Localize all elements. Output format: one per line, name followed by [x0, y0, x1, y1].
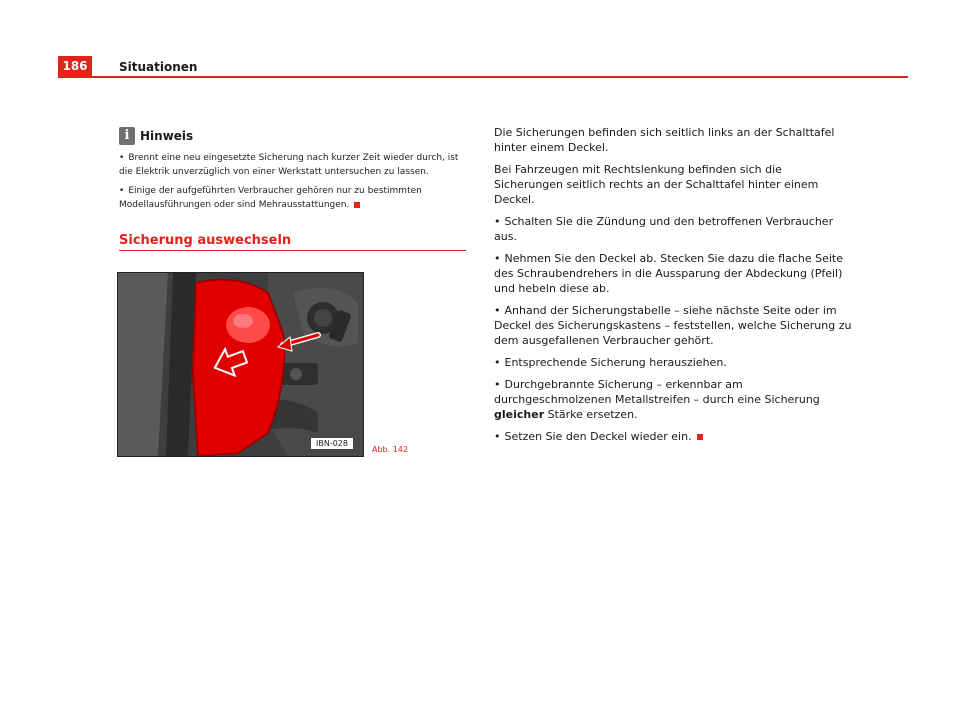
note-box [119, 125, 469, 212]
note-header [119, 125, 469, 147]
bullet: • [494, 252, 501, 265]
step-item [494, 377, 854, 422]
end-of-section-mark [697, 434, 703, 440]
step-text-emphasis: gleicher [494, 408, 545, 421]
bullet: • [494, 215, 501, 228]
header-rule [58, 76, 908, 78]
info-icon [119, 127, 135, 145]
step-text: Schalten Sie die Zündung und den betroffenen Verbraucher aus. [494, 215, 834, 243]
bullet: • [494, 304, 501, 317]
section-heading: Sicherung auswechseln [119, 233, 292, 248]
step-text: Durchgebrannte Sicherung – erkennbar am durchgeschmolzenen Metallstreifen – durch eine Sicherung [494, 378, 820, 406]
figure-fuse-cover [117, 272, 364, 457]
bullet: • [119, 153, 125, 163]
bullet: • [494, 356, 501, 369]
section-title: Situationen [119, 60, 198, 74]
figure-illustration [118, 273, 363, 456]
step-item [494, 303, 854, 348]
step-text: Setzen Sie den Deckel wieder ein. [504, 430, 692, 443]
step-item [494, 251, 854, 296]
step-item [494, 214, 854, 244]
section-heading-rule [119, 250, 466, 251]
note-item-text: Einige der aufgeführten Verbraucher gehören nur zu bestimmten Modellausführungen oder sind Mehrausstattungen. [119, 186, 422, 210]
step-text: Nehmen Sie den Deckel ab. Stecken Sie dazu die flache Seite des Schraubendrehers in die Aussparung der Abdeckung (Pfeil) und hebeln diese ab. [494, 252, 843, 295]
step-text: Stärke ersetzen. [544, 408, 638, 421]
bullet: • [119, 186, 125, 196]
figure-caption: Abb. 142 [372, 445, 408, 454]
note-item [119, 184, 469, 212]
end-of-section-mark [354, 202, 360, 208]
bullet: • [494, 378, 501, 391]
paragraph: Die Sicherungen befinden sich seitlich links an der Schalttafel hinter einem Deckel. [494, 126, 835, 154]
figure-code: IBN-028 [310, 437, 354, 450]
step-text: Anhand der Sicherungstabelle – siehe nächste Seite oder im Deckel des Sicherungskastens – feststellen, welche Sicherung zu dem ausgefallenen Verbraucher gehört. [494, 304, 852, 347]
paragraph: Bei Fahrzeugen mit Rechtslenkung befinden sich die Sicherungen seitlich rechts an der Schalttafel hinter einem Deckel. [494, 163, 819, 206]
page-number: 186 [58, 56, 92, 76]
note-title: Hinweis [140, 129, 194, 143]
step-item [494, 429, 854, 444]
step-item [494, 355, 854, 370]
note-item [119, 151, 469, 179]
instructions-column [494, 125, 854, 451]
note-item-text: Brennt eine neu eingesetzte Sicherung nach kurzer Zeit wieder durch, ist die Elektrik unverzüglich von einer Werkstatt untersuchen zu lassen. [119, 153, 459, 177]
step-text: Entsprechende Sicherung herausziehen. [504, 356, 727, 369]
bullet: • [494, 430, 501, 443]
